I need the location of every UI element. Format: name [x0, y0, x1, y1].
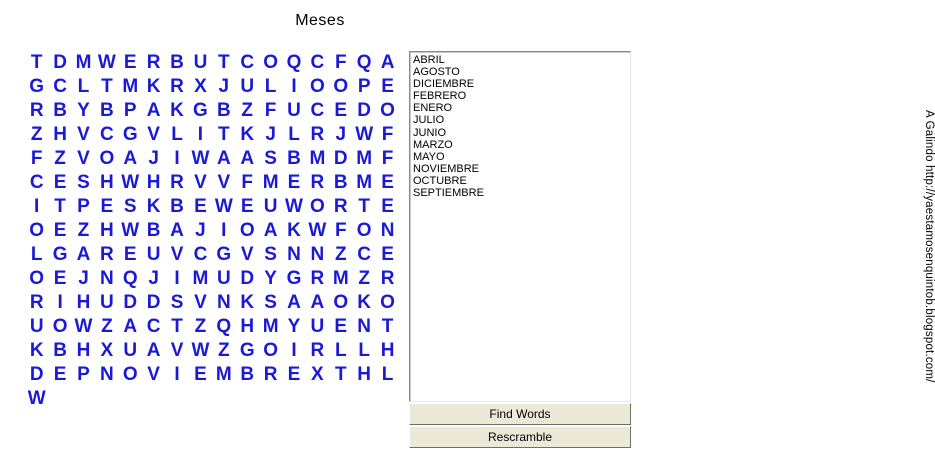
grid-cell[interactable]: O	[263, 51, 278, 73]
grid-cell[interactable]: I	[34, 195, 40, 217]
grid-cell[interactable]: A	[380, 51, 395, 73]
grid-cell[interactable]: S	[170, 291, 184, 313]
grid-cell[interactable]: J	[148, 267, 159, 289]
grid-cell[interactable]: B	[53, 99, 67, 121]
grid-cell[interactable]: V	[217, 171, 231, 193]
grid-cell[interactable]: W	[214, 195, 233, 217]
grid-cell[interactable]: J	[335, 123, 347, 145]
grid-cell[interactable]: T	[381, 315, 394, 337]
word-list-item: ENERO	[413, 102, 453, 115]
grid-cell[interactable]: U	[216, 267, 231, 289]
grid-cell[interactable]: X	[100, 339, 114, 361]
grid-cell[interactable]: J	[195, 219, 206, 241]
grid-cell[interactable]: V	[170, 339, 184, 361]
grid-cell[interactable]: T	[54, 195, 66, 217]
grid-cell[interactable]: U	[29, 315, 44, 337]
grid-cell[interactable]: J	[265, 123, 276, 145]
grid-cell[interactable]: O	[122, 363, 138, 385]
grid-cell[interactable]: T	[334, 363, 347, 385]
grid-cell[interactable]: C	[240, 51, 255, 73]
grid-cell[interactable]: T	[30, 51, 43, 73]
grid-cell[interactable]: R	[380, 267, 395, 289]
grid-cell[interactable]: E	[123, 51, 137, 73]
grid-cell[interactable]: W	[191, 147, 210, 169]
grid-cell[interactable]: R	[263, 363, 278, 385]
grid-cell[interactable]: W	[308, 219, 327, 241]
grid-cell[interactable]: C	[146, 315, 161, 337]
grid-cell[interactable]: O	[380, 99, 395, 121]
grid-cell[interactable]: S	[264, 291, 277, 313]
grid-cell[interactable]: E	[381, 171, 394, 193]
grid-cell[interactable]: E	[53, 171, 67, 193]
grid-cell[interactable]: N	[287, 243, 301, 265]
grid-cell[interactable]: R	[100, 243, 114, 265]
grid-cell[interactable]: H	[76, 291, 91, 313]
grid-cell[interactable]: N	[100, 267, 114, 289]
grid-cell[interactable]: O	[29, 267, 45, 289]
grid-cell[interactable]: E	[53, 267, 67, 289]
grid-cell[interactable]: M	[215, 363, 232, 385]
grid-cell[interactable]: R	[170, 171, 184, 193]
grid-cell[interactable]: A	[170, 219, 184, 241]
letter-grid[interactable]	[25, 50, 399, 434]
grid-cell[interactable]: F	[381, 123, 394, 145]
grid-cell[interactable]: Q	[122, 267, 138, 289]
grid-cell[interactable]: V	[147, 363, 160, 385]
grid-cell[interactable]: Y	[77, 99, 90, 121]
grid-cell[interactable]: Z	[218, 339, 230, 361]
grid-cell[interactable]: I	[174, 267, 180, 289]
grid-cell[interactable]: L	[381, 363, 394, 385]
grid-cell[interactable]: G	[29, 75, 45, 97]
grid-cell[interactable]: Q	[356, 51, 372, 73]
grid-cell[interactable]: H	[240, 315, 255, 337]
grid-cell[interactable]: X	[194, 75, 207, 97]
grid-cell[interactable]: F	[381, 147, 394, 169]
grid-cell[interactable]: L	[288, 123, 300, 145]
grid-cell[interactable]: V	[77, 123, 90, 145]
word-list-item: JUNIO	[413, 126, 446, 139]
grid-cell[interactable]: S	[264, 147, 277, 169]
grid-cell[interactable]: O	[380, 291, 395, 313]
grid-cell[interactable]: U	[263, 195, 278, 217]
grid-cell[interactable]: K	[240, 291, 255, 313]
grid-cell[interactable]: P	[77, 363, 90, 385]
grid-cell[interactable]: C	[310, 51, 325, 73]
rescramble-button[interactable]: Rescramble	[409, 426, 631, 448]
grid-cell[interactable]: F	[241, 171, 254, 193]
grid-cell[interactable]: W	[121, 219, 140, 241]
grid-cell[interactable]: U	[193, 51, 208, 73]
grid-cell[interactable]: R	[310, 171, 325, 193]
grid-cell[interactable]: C	[310, 99, 325, 121]
grid-cell[interactable]: D	[123, 291, 138, 313]
word-list-item: MARZO	[413, 138, 453, 151]
grid-cell[interactable]: M	[122, 75, 139, 97]
grid-cell[interactable]: V	[240, 243, 254, 265]
grid-cell[interactable]: O	[99, 147, 115, 169]
grid-cell[interactable]: N	[357, 315, 372, 337]
grid-cell[interactable]: A	[310, 291, 325, 313]
grid-cell[interactable]: V	[170, 243, 184, 265]
grid-cell[interactable]: C	[193, 243, 208, 265]
grid-cell[interactable]: I	[174, 147, 180, 169]
grid-cell[interactable]: G	[239, 339, 255, 361]
grid-cell[interactable]: X	[311, 363, 324, 385]
grid-cell[interactable]: Z	[358, 267, 370, 289]
grid-cell[interactable]: Q	[216, 315, 232, 337]
grid-cell[interactable]: R	[146, 51, 161, 73]
grid-cell[interactable]: U	[100, 291, 114, 313]
grid-cell[interactable]: M	[75, 51, 92, 73]
grid-cell[interactable]: Z	[194, 315, 207, 337]
grid-cell[interactable]: O	[263, 339, 278, 361]
grid-cell[interactable]: J	[78, 267, 89, 289]
word-list-item: MAYO	[413, 150, 445, 163]
grid-cell[interactable]: A	[146, 339, 161, 361]
grid-cell[interactable]: E	[194, 195, 207, 217]
grid-cell[interactable]: R	[310, 339, 325, 361]
grid-cell[interactable]: F	[334, 51, 347, 73]
grid-cell[interactable]: B	[333, 171, 348, 193]
word-list-panel	[409, 51, 935, 402]
grid-cell[interactable]: D	[357, 99, 372, 121]
grid-cell[interactable]: E	[194, 363, 207, 385]
grid-cell[interactable]: O	[333, 75, 349, 97]
grid-cell[interactable]: I	[291, 75, 297, 97]
grid-cell[interactable]: W	[191, 339, 210, 361]
grid-cell[interactable]: U	[240, 75, 255, 97]
grid-cell[interactable]: R	[29, 99, 44, 121]
grid-cell[interactable]: Z	[241, 99, 254, 121]
grid-cell[interactable]: H	[380, 339, 395, 361]
find-words-button[interactable]: Find Words	[409, 403, 631, 425]
grid-cell[interactable]: D	[146, 291, 161, 313]
grid-cell[interactable]: A	[263, 219, 278, 241]
grid-cell[interactable]: L	[334, 339, 347, 361]
grid-cell[interactable]: V	[77, 147, 90, 169]
grid-cell[interactable]: N	[216, 291, 231, 313]
grid-cell[interactable]: P	[357, 75, 371, 97]
grid-cell[interactable]: M	[262, 171, 279, 193]
word-list-item: SEPTIEMBRE	[413, 187, 484, 200]
grid-cell[interactable]: N	[100, 363, 114, 385]
grid-cell[interactable]: K	[170, 99, 184, 121]
grid-cell[interactable]: F	[264, 99, 277, 121]
grid-cell[interactable]: E	[381, 195, 394, 217]
grid-cell[interactable]: A	[216, 147, 231, 169]
grid-cell[interactable]: R	[29, 291, 44, 313]
grid-cell[interactable]: G	[216, 243, 232, 265]
grid-cell[interactable]: E	[123, 243, 137, 265]
grid-cell[interactable]: I	[291, 339, 297, 361]
grid-cell[interactable]: Z	[77, 219, 90, 241]
grid-cell[interactable]: S	[123, 195, 137, 217]
grid-cell[interactable]: C	[53, 75, 67, 97]
grid-cell[interactable]: I	[221, 219, 227, 241]
grid-cell[interactable]: A	[287, 291, 301, 313]
grid-cell[interactable]: B	[100, 99, 114, 121]
grid-cell[interactable]: B	[53, 339, 67, 361]
grid-cell[interactable]: W	[97, 51, 116, 73]
grid-cell[interactable]: T	[358, 195, 370, 217]
grid-cell[interactable]: H	[76, 339, 91, 361]
grid-cell[interactable]: J	[148, 147, 159, 169]
grid-cell[interactable]: U	[123, 339, 138, 361]
grid-cell[interactable]: T	[218, 51, 230, 73]
grid-cell[interactable]: E	[381, 243, 394, 265]
grid-cell[interactable]: R	[333, 195, 348, 217]
grid-cell[interactable]: F	[30, 147, 43, 169]
grid-cell[interactable]: D	[333, 147, 348, 169]
grid-cell[interactable]: Z	[101, 315, 113, 337]
grid-cell[interactable]: G	[52, 243, 68, 265]
grid-cell[interactable]: E	[53, 219, 67, 241]
grid-cell[interactable]: E	[240, 195, 254, 217]
grid-cell[interactable]: S	[264, 243, 277, 265]
grid-cell[interactable]: K	[357, 291, 372, 313]
grid-cell[interactable]: P	[77, 195, 90, 217]
grid-cell[interactable]: M	[332, 267, 349, 289]
grid-cell[interactable]: C	[357, 243, 372, 265]
grid-cell[interactable]: L	[264, 75, 277, 97]
grid-cell[interactable]: Q	[286, 51, 302, 73]
grid-cell[interactable]: E	[287, 363, 301, 385]
grid-cell[interactable]: L	[77, 75, 90, 97]
grid-cell[interactable]: M	[192, 267, 209, 289]
grid-cell[interactable]: D	[29, 363, 44, 385]
grid-cell[interactable]: O	[29, 219, 45, 241]
grid-cell[interactable]: G	[193, 99, 208, 121]
grid-cell[interactable]: U	[146, 243, 161, 265]
grid-cell[interactable]: K	[146, 195, 161, 217]
grid-cell[interactable]: E	[53, 363, 67, 385]
grid-cell[interactable]: K	[287, 219, 301, 241]
grid-cell[interactable]: B	[240, 363, 255, 385]
page-title: Meses	[295, 12, 345, 29]
grid-cell[interactable]: W	[74, 315, 93, 337]
grid-cell[interactable]: B	[216, 99, 231, 121]
grid-cell[interactable]: D	[53, 51, 67, 73]
grid-cell[interactable]: T	[218, 123, 230, 145]
grid-cell[interactable]: R	[310, 267, 325, 289]
grid-cell[interactable]: R	[310, 123, 325, 145]
grid-cell[interactable]: I	[197, 123, 204, 145]
grid-cell[interactable]: U	[310, 315, 325, 337]
grid-cell[interactable]: O	[333, 291, 349, 313]
grid-cell[interactable]: O	[309, 75, 325, 97]
grid-cell[interactable]: E	[381, 75, 394, 97]
grid-cell[interactable]: A	[123, 147, 138, 169]
grid-cell[interactable]: V	[194, 291, 207, 313]
word-list-item: FEBRERO	[413, 90, 467, 103]
grid-cell[interactable]: O	[239, 219, 255, 241]
word-list-item: JULIO	[413, 114, 445, 127]
grid-cell[interactable]: J	[218, 75, 230, 97]
grid-cell[interactable]: G	[122, 123, 138, 145]
grid-cell[interactable]: H	[146, 171, 161, 193]
grid-cell[interactable]: M	[356, 171, 373, 193]
grid-cell[interactable]: M	[356, 147, 373, 169]
grid-cell[interactable]: T	[101, 75, 113, 97]
word-list-item: OCTUBRE	[413, 174, 467, 187]
grid-cell[interactable]: K	[29, 339, 44, 361]
grid-cell[interactable]: H	[357, 363, 372, 385]
grid-cell[interactable]: H	[100, 219, 114, 241]
grid-cell[interactable]: O	[309, 195, 325, 217]
grid-cell[interactable]: T	[171, 315, 183, 337]
grid-cell[interactable]: N	[310, 243, 325, 265]
grid-cell[interactable]: W	[355, 123, 374, 145]
grid-cell[interactable]: I	[174, 363, 180, 385]
word-list-item: ABRIL	[413, 54, 445, 66]
grid-cell[interactable]: I	[57, 291, 63, 313]
grid-cell[interactable]: E	[334, 99, 348, 121]
grid-cell[interactable]: S	[77, 171, 90, 193]
grid-cell[interactable]: Z	[30, 123, 43, 145]
grid-cell[interactable]: Z	[334, 243, 347, 265]
grid-cell[interactable]: W	[27, 387, 46, 409]
grid-cell[interactable]: L	[358, 339, 370, 361]
grid-cell[interactable]: K	[240, 123, 255, 145]
word-list-item: NOVIEMBRE	[413, 162, 480, 175]
grid-cell[interactable]: B	[170, 51, 184, 73]
grid-cell[interactable]: N	[380, 219, 395, 241]
grid-cell[interactable]: Z	[54, 147, 66, 169]
grid-cell[interactable]: E	[287, 171, 301, 193]
grid-cell[interactable]: U	[287, 99, 301, 121]
grid-cell[interactable]: M	[309, 147, 326, 169]
grid-cell[interactable]: W	[121, 171, 140, 193]
grid-cell[interactable]: D	[240, 267, 255, 289]
grid-cell[interactable]: W	[285, 195, 303, 217]
grid-cell[interactable]: B	[287, 147, 301, 169]
grid-cell[interactable]: L	[30, 243, 43, 265]
grid-cell[interactable]: L	[171, 123, 183, 145]
grid-cell[interactable]: E	[334, 315, 348, 337]
grid-cell[interactable]: C	[29, 171, 44, 193]
grid-cell[interactable]: K	[146, 75, 161, 97]
grid-cell[interactable]: V	[147, 123, 160, 145]
word-list-item: AGOSTO	[413, 66, 460, 79]
grid-cell[interactable]: H	[100, 171, 114, 193]
grid-cell[interactable]: G	[286, 267, 302, 289]
grid-cell[interactable]: C	[100, 123, 114, 145]
word-list-item: DICIEMBRE	[413, 78, 475, 91]
grid-cell[interactable]: Y	[287, 315, 301, 337]
grid-cell[interactable]: F	[334, 219, 347, 241]
grid-cell[interactable]: Y	[264, 267, 277, 289]
grid-cell[interactable]: O	[356, 219, 372, 241]
grid-cell[interactable]: B	[146, 219, 161, 241]
grid-cell[interactable]: A	[123, 315, 138, 337]
word-list	[413, 54, 484, 199]
grid-cell[interactable]: R	[170, 75, 184, 97]
credit-text: A Galindo http://yaestamosenquintob.blogspot.com/	[923, 110, 935, 383]
grid-cell[interactable]: H	[53, 123, 67, 145]
grid-cell[interactable]: A	[240, 147, 255, 169]
grid-cell[interactable]: M	[262, 315, 279, 337]
grid-cell[interactable]: A	[146, 99, 161, 121]
grid-cell[interactable]: O	[52, 315, 68, 337]
grid-cell[interactable]: B	[170, 195, 184, 217]
grid-cell[interactable]: A	[76, 243, 91, 265]
grid-cell[interactable]: P	[123, 99, 137, 121]
grid-cell[interactable]: V	[194, 171, 207, 193]
grid-cell[interactable]: E	[100, 195, 114, 217]
